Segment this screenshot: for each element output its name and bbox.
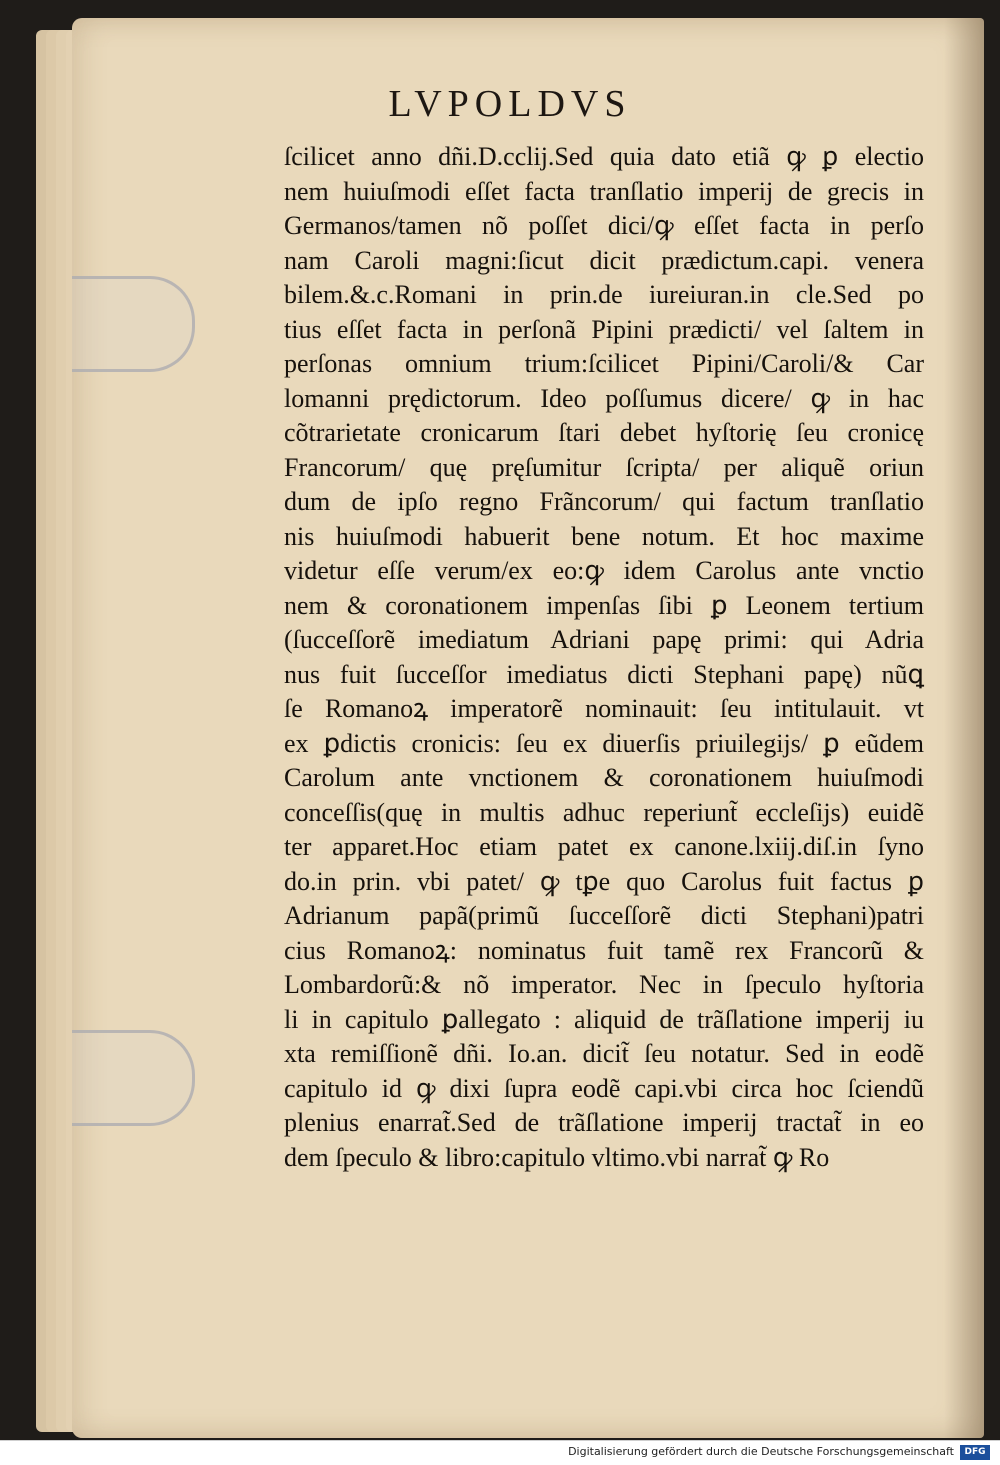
text-line: li in capitulo ꝑallegato : aliquid de trãſlatione imperij iu [284,1004,924,1034]
text-line: ſe Romanoꝝ imperatorẽ nominauit: ſeu intitulauit. vt [284,694,924,723]
footer-bar [0,1440,1000,1465]
running-head: LVPOLDVS [388,83,632,125]
text-line: ſcilicet anno dñi.D.cclij.Sed quia dato etiã ꝙ ꝑ electio [284,142,924,171]
text-line: ter apparet.Hoc etiam patet ex canone.lxiij.diſ.in ſyno [284,832,924,861]
paper-clip [72,276,195,372]
text-line: nem & coronationem impenſas ſibi ꝑ Leonem tertium [284,590,924,620]
text-line: nus fuit ſucceſſor imediatus dicti Stephani papę) nũꝗ [284,659,924,689]
text-line: do.in prin. vbi patet/ ꝙ tꝑe quo Carolus fuit factus ꝑ [284,866,924,896]
text-line: conceſſis(quę in multis adhuc reperiunt̃ eccleſijs) euidẽ [284,797,924,827]
text-line: Lombardorũ:& nõ imperator. Nec in ſpeculo hyſtoria [284,970,924,999]
text-line: plenius enarrat̃.Sed de trãſlatione imperij tractat̃ in eo [284,1108,924,1137]
text-line: ex ꝑdictis cronicis: ſeu ex diuerſis priuilegijs/ ꝑ eũdem [284,728,924,758]
text-line: nis huiuſmodi habuerit bene notum. Et hoc maxime [284,521,924,551]
text-line: Francorum/ quę pręſumitur ſcripta/ per aliquẽ oriun [284,452,924,482]
dfg-logo: DFG [960,1445,990,1460]
paper-clip [72,1030,195,1126]
text-line: videtur eſſe verum/ex eo:ꝙ idem Carolus ante vnctio [284,556,924,585]
page-body-text [284,140,924,1175]
text-line: dem ſpeculo & libro:capitulo vltimo.vbi narrat̃ ꝙ Ro [284,1142,830,1172]
text-line: Germanos/tamen nõ poſſet dici/ꝙ eſſet facta in perſo [284,211,924,240]
text-line: perſonas omnium trium:ſcilicet Pipini/Caroli/& Car [284,349,924,378]
text-line: Adrianum papã(primũ ſucceſſorẽ dicti Stephani)patri [284,901,924,930]
text-line: (ſucceſſorẽ imediatum Adriani papę primi: qui Adria [284,625,924,654]
text-line: cius Romanoꝝ: nominatus fuit tamẽ rex Francorũ & [284,935,924,965]
text-line: nem huiuſmodi eſſet facta tranſlatio imperij de grecis in [284,176,924,206]
text-line: tius eſſet facta in perſonã Pipini prædicti/ vel ſaltem in [284,314,924,344]
footer-credit: Digitalisierung gefördert durch die Deutsche Forschungsgemeinschaft [568,1445,954,1458]
text-line: cõtrarietate cronicarum ſtari debet hyſtorię ſeu cronicę [284,418,924,447]
text-line: lomanni prędictorum. Ideo poſſumus dicere/ ꝙ in hac [284,383,924,413]
text-line: xta remiſſionẽ dñi. Io.an. dicit̃ ſeu notatur. Sed in eodẽ [284,1039,924,1068]
text-line: capitulo id ꝙ dixi ſupra eodẽ capi.vbi circa hoc ſciendũ [284,1073,924,1103]
text-line: bilem.&.c.Romani in prin.de iureiuran.in cle.Sed po [284,280,924,309]
text-line: Carolum ante vnctionem & coronationem huiuſmodi [284,763,924,792]
text-line: dum de ipſo regno Frãncorum/ qui factum tranſlatio [284,487,924,516]
text-line: nam Caroli magni:ſicut dicit prædictum.capi. venera [284,245,924,275]
